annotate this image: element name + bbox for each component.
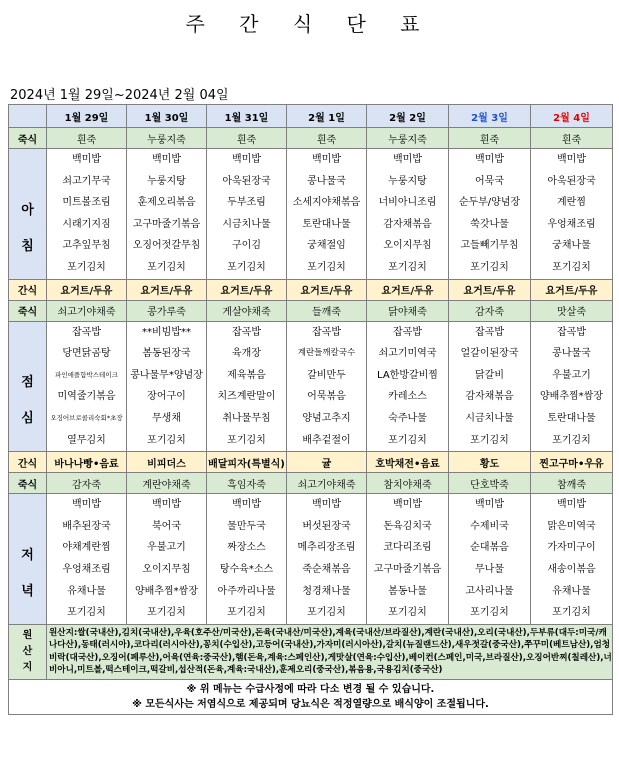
menu-item: 당면닭곰탕	[62, 348, 111, 360]
menu-item: 양배추찜*쌈장	[135, 585, 198, 597]
porridge-label: 죽식	[9, 473, 47, 494]
porridge-cell: 흰죽	[449, 128, 531, 149]
menu-cell	[127, 321, 207, 452]
menu-item: 파인애플함박스테이크	[55, 370, 118, 379]
day-header: 1월 30일	[127, 105, 207, 128]
menu-cell	[287, 149, 367, 280]
origin-row	[9, 624, 613, 679]
menu-item: 백미밥	[232, 154, 261, 165]
menu-item: 백미밥	[152, 499, 181, 511]
menu-item: 탕수육*소스	[219, 563, 274, 575]
menu-cell	[449, 149, 531, 280]
snack-label: 간식	[9, 452, 47, 473]
snack-cell: 요거트/두유	[127, 279, 207, 300]
menu-item: 코다리조림	[383, 542, 432, 554]
menu-item: 포기김치	[307, 261, 346, 273]
menu-item: 취나물무침	[222, 412, 271, 424]
porridge-cell: 콩가루죽	[127, 300, 207, 321]
menu-item: 백미밥	[72, 499, 101, 511]
notes-cell	[9, 680, 613, 715]
menu-item: 열무김치	[67, 434, 106, 446]
weekly-menu-table	[8, 104, 613, 715]
menu-item: 배추된장국	[62, 520, 111, 532]
menu-item: 백미밥	[475, 154, 504, 165]
lunch-label-char: 심	[21, 411, 34, 427]
porridge-cell: 맛살죽	[531, 300, 613, 321]
menu-item: 맑은미역국	[547, 520, 596, 532]
menu-item: 포기김치	[147, 261, 186, 273]
snack-label: 간식	[9, 279, 47, 300]
menu-item: 백미밥	[557, 154, 586, 165]
snack-cell: 호박채전•음료	[367, 452, 449, 473]
menu-item: 고추잎무침	[62, 240, 111, 252]
menu-item: 오징어젓갈무침	[132, 240, 201, 252]
porridge-cell: 흰죽	[287, 128, 367, 149]
porridge-label: 죽식	[9, 128, 47, 149]
menu-cell	[531, 494, 613, 625]
menu-item: 어묵볶음	[307, 391, 346, 403]
menu-cell	[47, 494, 127, 625]
menu-item: 토란대나물	[547, 412, 596, 424]
menu-item: 궁채절임	[307, 240, 346, 252]
menu-item: 포기김치	[552, 261, 591, 273]
breakfast-porridge-row	[9, 128, 613, 149]
menu-cell	[207, 321, 287, 452]
menu-cell	[47, 321, 127, 452]
snack-cell: 요거트/두유	[449, 279, 531, 300]
menu-item: 북어국	[152, 520, 181, 532]
menu-item: 두부조림	[227, 197, 266, 209]
menu-item: 오이지무침	[142, 563, 191, 575]
menu-item: 우엉채조림	[547, 218, 596, 230]
menu-item: 포기김치	[307, 607, 346, 619]
menu-item: 백미밥	[72, 154, 101, 165]
menu-item: 얼갈이된장국	[460, 348, 519, 360]
porridge-cell: 들깨죽	[287, 300, 367, 321]
menu-item: 제육볶음	[227, 369, 266, 381]
snack-cell: 찐고구마•우유	[531, 452, 613, 473]
notes-row	[9, 680, 613, 715]
dinner-porridge-row	[9, 473, 613, 494]
menu-item: 시금치나물	[222, 218, 271, 230]
menu-item: 순대볶음	[470, 542, 509, 554]
porridge-cell: 흰죽	[207, 128, 287, 149]
menu-cell	[449, 321, 531, 452]
menu-item: **비빔밥**	[142, 326, 191, 338]
breakfast-row	[9, 149, 613, 280]
menu-item: 어묵국	[475, 175, 504, 187]
porridge-cell: 누룽지죽	[367, 128, 449, 149]
menu-item: 순두부/양념장	[458, 197, 521, 209]
menu-item: 미트볼조림	[62, 197, 111, 209]
menu-item: 궁채나물	[552, 240, 591, 252]
menu-cell	[47, 149, 127, 280]
breakfast-label	[9, 149, 47, 280]
day-header-saturday: 2월 3일	[449, 105, 531, 128]
menu-cell	[367, 321, 449, 452]
menu-item: 잡곡밥	[475, 326, 504, 338]
porridge-label: 죽식	[9, 300, 47, 321]
note-line: ※ 위 메뉴는 수급사정에 따라 다소 변경 될 수 있습니다.	[186, 684, 435, 696]
day-header: 1월 29일	[47, 105, 127, 128]
note-line: ※ 모든식사는 저염식으로 제공되며 당뇨식은 적정열량으로 배식양이 조절됩니다.	[132, 699, 489, 711]
menu-item: 유채나물	[552, 585, 591, 597]
menu-item: 포기김치	[227, 607, 266, 619]
menu-item: 새송이볶음	[547, 563, 596, 575]
porridge-cell: 누룽지죽	[127, 128, 207, 149]
menu-item: 고구마줄기볶음	[373, 563, 442, 575]
lunch-label	[9, 321, 47, 452]
menu-item: 카레소스	[388, 391, 427, 403]
menu-item: 고사리나물	[465, 585, 514, 597]
menu-cell	[531, 321, 613, 452]
corner-cell	[9, 105, 47, 128]
menu-item: 포기김치	[388, 434, 427, 446]
menu-item: 백미밥	[393, 499, 422, 511]
snack-cell: 요거트/두유	[531, 279, 613, 300]
menu-item: 백미밥	[557, 499, 586, 511]
menu-item: 포기김치	[147, 434, 186, 446]
menu-item: 쇠고기무국	[62, 175, 111, 187]
menu-item: 죽순채볶음	[302, 563, 351, 575]
menu-item: 백미밥	[152, 154, 181, 165]
porridge-cell: 쇠고기야채죽	[47, 300, 127, 321]
origin-label	[9, 624, 47, 679]
menu-item: 배추겉절이	[302, 434, 351, 446]
menu-item: 포기김치	[388, 607, 427, 619]
menu-item: 콩나물무*양념장	[130, 369, 203, 381]
menu-item: 아주까리나물	[217, 585, 276, 597]
snack-cell: 요거트/두유	[47, 279, 127, 300]
menu-cell	[367, 494, 449, 625]
menu-item: 쇠고기미역국	[378, 348, 437, 360]
porridge-cell: 계란야채죽	[127, 473, 207, 494]
menu-item: 봄동나물	[388, 585, 427, 597]
menu-item: 포기김치	[470, 607, 509, 619]
lunch-porridge-row	[9, 300, 613, 321]
menu-item: 수제비국	[470, 520, 509, 532]
menu-item: 유채나물	[67, 585, 106, 597]
menu-item: 무생채	[152, 412, 181, 424]
menu-cell	[127, 149, 207, 280]
menu-item: 우불고기	[552, 369, 591, 381]
menu-item: 계란찜	[557, 197, 586, 209]
menu-cell	[531, 149, 613, 280]
dinner-label-char: 저	[21, 547, 34, 563]
menu-item: 소세지야채볶음	[292, 197, 361, 209]
menu-item: 포기김치	[552, 607, 591, 619]
menu-item: 갈비만두	[307, 369, 346, 381]
afternoon-snack-row	[9, 452, 613, 473]
menu-item: 누룽지탕	[147, 175, 186, 187]
menu-item: 감자채볶음	[465, 391, 514, 403]
dinner-row	[9, 494, 613, 625]
menu-item: 훈제오리볶음	[137, 197, 196, 209]
menu-item: 야채계란찜	[62, 542, 111, 554]
dinner-label-char: 녁	[21, 583, 34, 599]
menu-item: 백미밥	[475, 499, 504, 511]
page-title: 주 간 식 단 표	[185, 12, 434, 36]
day-header: 1월 31일	[207, 105, 287, 128]
menu-item: 잡곡밥	[557, 326, 586, 338]
menu-cell	[367, 149, 449, 280]
menu-item: 포기김치	[67, 261, 106, 273]
menu-cell	[449, 494, 531, 625]
porridge-cell: 단호박죽	[449, 473, 531, 494]
menu-item: 쑥갓나물	[470, 218, 509, 230]
menu-item: 육개장	[232, 348, 261, 360]
menu-item: 콩나물국	[552, 348, 591, 360]
menu-item: 포기김치	[227, 434, 266, 446]
menu-cell	[207, 494, 287, 625]
menu-item: 우엉채조림	[62, 563, 111, 575]
menu-item: 구이김	[232, 240, 261, 252]
menu-item: 치즈계란말이	[217, 391, 276, 403]
menu-item: 포기김치	[227, 261, 266, 273]
menu-item: 계란들깨칼국수	[297, 348, 356, 359]
porridge-cell: 닭야채죽	[367, 300, 449, 321]
menu-item: 오이지무침	[383, 240, 432, 252]
porridge-cell: 감자죽	[47, 473, 127, 494]
snack-cell: 요거트/두유	[287, 279, 367, 300]
origin-text: 원산지:쌀(국내산),김치(국내산),우육(호주산/미국산),돈육(국내산/미국산),계육(국내산/브라질산),계란(국내산),오리(국내산),두부류(대두:미국/캐나다산),동태(러시아),코다리(러시아산),꽁치(수입산),고등어(국내산),가자미(러시아산),갈치(뉴질랜드산),새우젓갈(중국산),쭈꾸미(베트남산),엄청비락(대국산),오징어(페루산),어육(연육:중국산),햄(돈육,계육:스페인산),게맛살(연육:수입산),베이컨(스페인,미국,브라질산),오징어반찌(칠레산),너비아니,미트볼,떡스테이크,떡갈비,섭산적(돈육,계육:국내산),훈제오리(중국산),볶음용,국용김치(중국산)	[47, 624, 613, 679]
menu-item: 짜장소스	[227, 542, 266, 554]
date-range: 2024년 1월 29일~2024년 2월 04일	[10, 88, 229, 103]
dinner-label	[9, 494, 47, 625]
menu-item: 고구마줄기볶음	[132, 218, 201, 230]
snack-cell: 요거트/두유	[367, 279, 449, 300]
morning-snack-row	[9, 279, 613, 300]
menu-item: 양념고추지	[302, 412, 351, 424]
day-header: 2월 2일	[367, 105, 449, 128]
day-header-sunday: 2월 4일	[531, 105, 613, 128]
menu-cell	[207, 149, 287, 280]
menu-item: 닭갈비	[475, 369, 504, 381]
porridge-cell: 참깨죽	[531, 473, 613, 494]
menu-item: 포기김치	[470, 434, 509, 446]
menu-item: 청경채나물	[302, 585, 351, 597]
snack-cell: 요거트/두유	[207, 279, 287, 300]
snack-cell: 비피더스	[127, 452, 207, 473]
menu-item: 포기김치	[147, 607, 186, 619]
menu-item: 무나물	[475, 563, 504, 575]
menu-item: 숙주나물	[388, 412, 427, 424]
menu-item: 양배추찜*쌈장	[540, 391, 603, 403]
menu-item: 고들빼기무침	[460, 240, 519, 252]
menu-item: 물만두국	[227, 520, 266, 532]
lunch-label-char: 점	[21, 375, 34, 391]
menu-item: 우불고기	[147, 542, 186, 554]
menu-item: 미역줄기볶음	[57, 391, 116, 403]
menu-item: LA한방갈비찜	[377, 369, 438, 381]
menu-item: 백미밥	[312, 499, 341, 511]
menu-item: 잡곡밥	[393, 326, 422, 338]
menu-item: 잡곡밥	[72, 326, 101, 338]
menu-item: 장어구이	[147, 391, 186, 403]
breakfast-label-char: 아	[21, 202, 34, 218]
menu-item: 포기김치	[470, 261, 509, 273]
porridge-cell: 흑임자죽	[207, 473, 287, 494]
menu-cell	[287, 321, 367, 452]
menu-item: 가자미구이	[547, 542, 596, 554]
snack-cell: 배달피자(특별식)	[207, 452, 287, 473]
menu-cell	[287, 494, 367, 625]
menu-item: 돈육김치국	[383, 520, 432, 532]
menu-item: 잡곡밥	[312, 326, 341, 338]
breakfast-label-char: 침	[21, 238, 34, 254]
origin-label-char: 산	[22, 645, 33, 657]
porridge-cell: 감자죽	[449, 300, 531, 321]
menu-cell	[127, 494, 207, 625]
snack-cell: 귤	[287, 452, 367, 473]
menu-item: 너비아니조림	[378, 197, 437, 209]
origin-label-char: 원	[22, 629, 33, 641]
menu-item: 봄동된장국	[142, 348, 191, 360]
menu-item: 콩나물국	[307, 175, 346, 187]
menu-item: 포기김치	[388, 261, 427, 273]
day-header: 2월 1일	[287, 105, 367, 128]
origin-label-char: 지	[22, 661, 33, 673]
menu-item: 아욱된장국	[222, 175, 271, 187]
menu-item: 포기김치	[67, 607, 106, 619]
menu-item: 잡곡밥	[232, 326, 261, 338]
menu-item: 메추리장조림	[297, 542, 356, 554]
porridge-cell: 쇠고기야채죽	[287, 473, 367, 494]
porridge-cell: 흰죽	[531, 128, 613, 149]
menu-item: 오징어브로콜리숙회*초장	[50, 413, 123, 422]
menu-item: 아욱된장국	[547, 175, 596, 187]
snack-cell: 황도	[449, 452, 531, 473]
porridge-cell: 참치야채죽	[367, 473, 449, 494]
snack-cell: 바나나빵•음료	[47, 452, 127, 473]
menu-item: 누룽지탕	[388, 175, 427, 187]
menu-item: 포기김치	[552, 434, 591, 446]
day-header-row	[9, 105, 613, 128]
porridge-cell: 게살야채죽	[207, 300, 287, 321]
menu-item: 시금치나물	[465, 412, 514, 424]
menu-item: 시래기지짐	[62, 218, 111, 230]
menu-item: 감자채볶음	[383, 218, 432, 230]
menu-item: 백미밥	[312, 154, 341, 165]
menu-item: 버섯된장국	[302, 520, 351, 532]
porridge-cell: 흰죽	[47, 128, 127, 149]
lunch-row	[9, 321, 613, 452]
menu-item: 백미밥	[232, 499, 261, 511]
menu-item: 토란대나물	[302, 218, 351, 230]
menu-item: 백미밥	[393, 154, 422, 165]
